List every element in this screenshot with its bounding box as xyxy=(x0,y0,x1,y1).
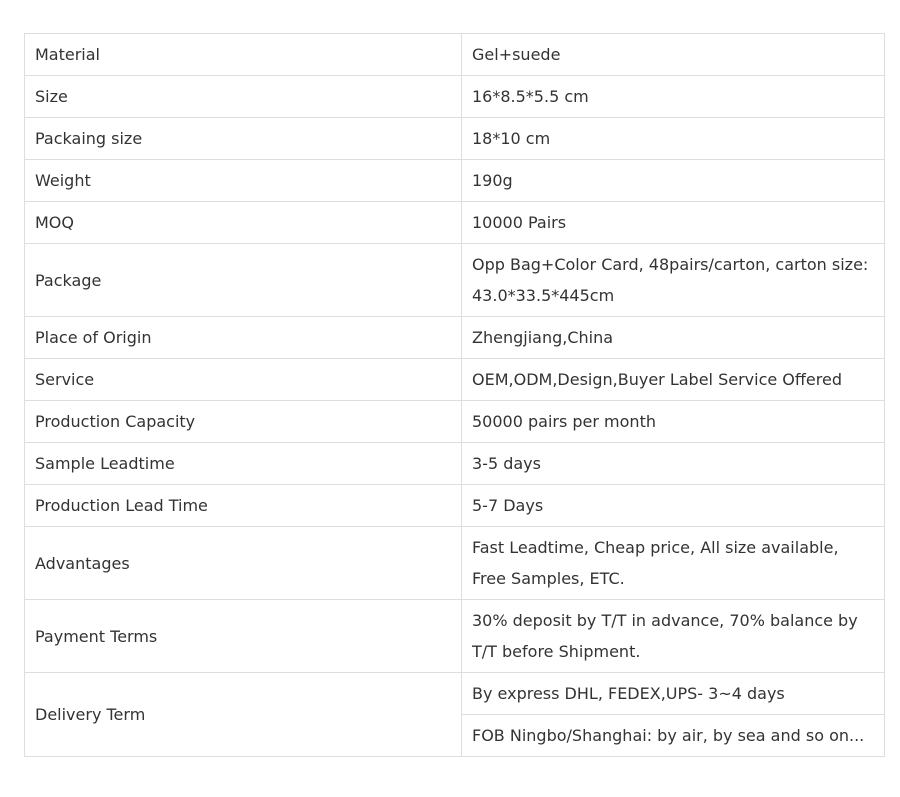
label-service: Service xyxy=(25,359,462,401)
product-spec-table xyxy=(24,33,885,757)
value-service: OEM,ODM,Design,Buyer Label Service Offered xyxy=(462,359,885,401)
label-advantages: Advantages xyxy=(25,527,462,600)
table-row-weight xyxy=(25,160,885,202)
table-row-service xyxy=(25,359,885,401)
table-row-sample-leadtime xyxy=(25,443,885,485)
value-moq: 10000 Pairs xyxy=(462,202,885,244)
label-weight: Weight xyxy=(25,160,462,202)
value-place-of-origin: Zhengjiang,China xyxy=(462,317,885,359)
table-row-place-of-origin xyxy=(25,317,885,359)
value-payment-terms: 30% deposit by T/T in advance, 70% balance by T/T before Shipment. xyxy=(462,600,885,673)
label-production-lead-time: Production Lead Time xyxy=(25,485,462,527)
label-payment-terms: Payment Terms xyxy=(25,600,462,673)
value-package: Opp Bag+Color Card, 48pairs/carton, carton size: 43.0*33.5*445cm xyxy=(462,244,885,317)
table-row-package xyxy=(25,244,885,317)
label-packaging-size: Packaing size xyxy=(25,118,462,160)
label-delivery-term: Delivery Term xyxy=(25,673,462,757)
value-sample-leadtime: 3-5 days xyxy=(462,443,885,485)
value-size: 16*8.5*5.5 cm xyxy=(462,76,885,118)
label-size: Size xyxy=(25,76,462,118)
table-row-delivery-term xyxy=(25,673,885,715)
value-delivery-express: By express DHL, FEDEX,UPS- 3~4 days xyxy=(462,673,885,715)
table-row-material xyxy=(25,34,885,76)
value-advantages: Fast Leadtime, Cheap price, All size available, Free Samples, ETC. xyxy=(462,527,885,600)
value-material: Gel+suede xyxy=(462,34,885,76)
label-production-capacity: Production Capacity xyxy=(25,401,462,443)
value-delivery-fob: FOB Ningbo/Shanghai: by air, by sea and so on... xyxy=(462,715,885,757)
label-moq: MOQ xyxy=(25,202,462,244)
label-package: Package xyxy=(25,244,462,317)
value-packaging-size: 18*10 cm xyxy=(462,118,885,160)
value-production-capacity: 50000 pairs per month xyxy=(462,401,885,443)
table-row-production-lead-time xyxy=(25,485,885,527)
label-material: Material xyxy=(25,34,462,76)
table-row-packaging-size xyxy=(25,118,885,160)
value-production-lead-time: 5-7 Days xyxy=(462,485,885,527)
table-row-advantages xyxy=(25,527,885,600)
value-weight: 190g xyxy=(462,160,885,202)
label-place-of-origin: Place of Origin xyxy=(25,317,462,359)
table-row-production-capacity xyxy=(25,401,885,443)
table-row-payment-terms xyxy=(25,600,885,673)
table-row-size xyxy=(25,76,885,118)
table-row-moq xyxy=(25,202,885,244)
label-sample-leadtime: Sample Leadtime xyxy=(25,443,462,485)
